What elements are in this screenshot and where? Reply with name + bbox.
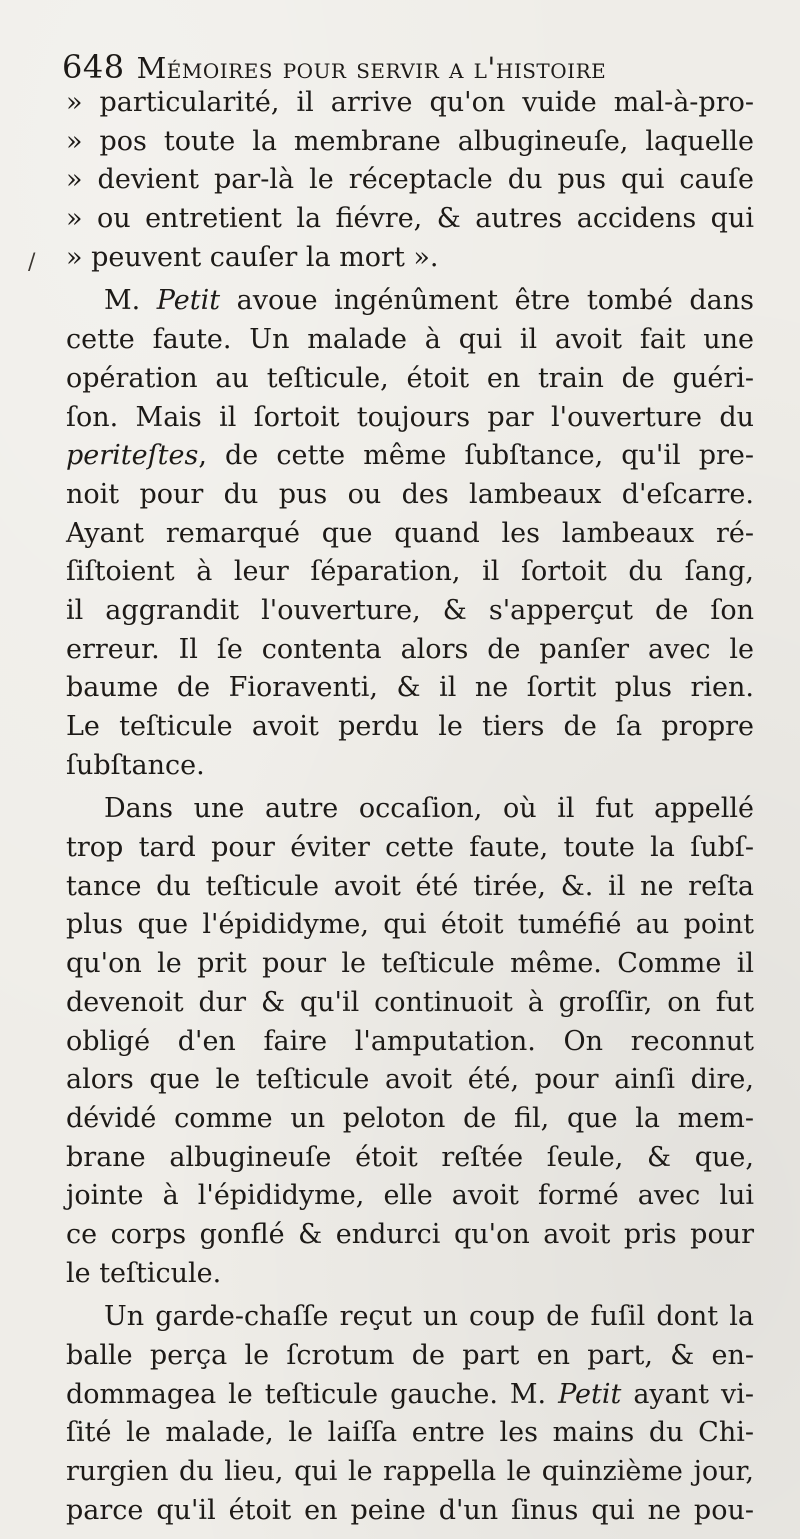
page-number: 648 bbox=[62, 48, 125, 86]
text-line: alors que le teſticule avoit été, pour ainſi dire, bbox=[66, 1064, 754, 1096]
text-line: » peuvent cauſer la mort ». bbox=[66, 241, 439, 273]
text-line: dévidé comme un peloton de fil, que la mem- bbox=[66, 1102, 754, 1134]
text-line: Le teſticule avoit perdu le tiers de ſa propre bbox=[66, 711, 754, 742]
text-line: » ou entretient la fiévre, & autres accidens qui bbox=[66, 203, 754, 235]
text-line: » particularité, il arrive qu'on vuide mal-à-pro- bbox=[66, 87, 754, 118]
text-line: rurgien du lieu, qui le rappella le quinzième jour, bbox=[66, 1456, 754, 1488]
text-line: » devient par-là le réceptacle du pus qui cauſe bbox=[66, 164, 754, 196]
text-line: plus que l'épididyme, qui étoit tuméfié au point bbox=[66, 909, 754, 941]
text-line: Un garde-chaſſe reçut un coup de fuſil dont la bbox=[104, 1301, 754, 1333]
text-line: qu'on le prit pour le teſticule même. Comme il bbox=[66, 948, 754, 980]
running-title: Mémoires pour servir a l'histoire bbox=[136, 51, 607, 85]
text-line: Ayant remarqué que quand les lambeaux ré- bbox=[66, 517, 754, 549]
text-line: brane albugineuſe étoit reſtée ſeule, & que, bbox=[66, 1141, 754, 1173]
text-line: ſon. Mais il ſortoit toujours par l'ouverture du bbox=[66, 401, 754, 433]
text-line: il aggrandit l'ouverture, & s'apperçut de ſon bbox=[66, 594, 754, 626]
text-body bbox=[66, 84, 754, 1530]
text-line: opération au teſticule, étoit en train de guéri- bbox=[66, 362, 754, 394]
text-line: balle perça le ſcrotum de part en part, & en- bbox=[66, 1340, 754, 1371]
text-line: Dans une autre occaſion, où il fut appellé bbox=[104, 793, 754, 825]
text-line: » pos toute la membrane albugineuſe, laquelle bbox=[66, 125, 754, 157]
text-line: parce qu'il étoit en peine d'un ſinus qui ne pou- bbox=[66, 1494, 754, 1526]
text-line: baume de Fioraventi, & il ne ſortit plus rien. bbox=[66, 672, 754, 704]
text-line: ſité le malade, le laiſſa entre les mains du Chi- bbox=[66, 1417, 754, 1449]
text-line: periteſtes, de cette même ſubſtance, qu'il pre- bbox=[66, 440, 754, 472]
text-line: obligé d'en faire l'amputation. On reconnut bbox=[66, 1025, 754, 1057]
text-line: dommagea le teſticule gauche. M. Petit ayant vi- bbox=[66, 1378, 754, 1410]
text-line: M. Petit avoue ingénûment être tombé dans bbox=[104, 285, 754, 317]
text-line: jointe à l'épididyme, elle avoit formé avec lui bbox=[66, 1180, 754, 1212]
text-line: trop tard pour éviter cette faute, toute la ſubſ- bbox=[66, 832, 754, 864]
text-line: noit pour du pus ou des lambeaux d'eſcarre. bbox=[66, 478, 754, 510]
text-line: ſubſtance. bbox=[66, 749, 205, 781]
text-line: ce corps gonflé & endurci qu'on avoit pris pour bbox=[66, 1218, 754, 1250]
margin-mark: / bbox=[28, 250, 36, 275]
text-line: tance du teſticule avoit été tirée, &. il ne reſta bbox=[66, 870, 754, 902]
text-line: cette faute. Un malade à qui il avoit fait une bbox=[66, 324, 754, 356]
text-line: erreur. Il ſe contenta alors de panſer avec le bbox=[66, 633, 754, 665]
text-line: ſiſtoient à leur ſéparation, il ſortoit du ſang, bbox=[66, 556, 754, 588]
text-line: le teſticule. bbox=[66, 1257, 222, 1289]
text-line: devenoit dur & qu'il continuoit à groſſir, on fut bbox=[66, 986, 754, 1018]
